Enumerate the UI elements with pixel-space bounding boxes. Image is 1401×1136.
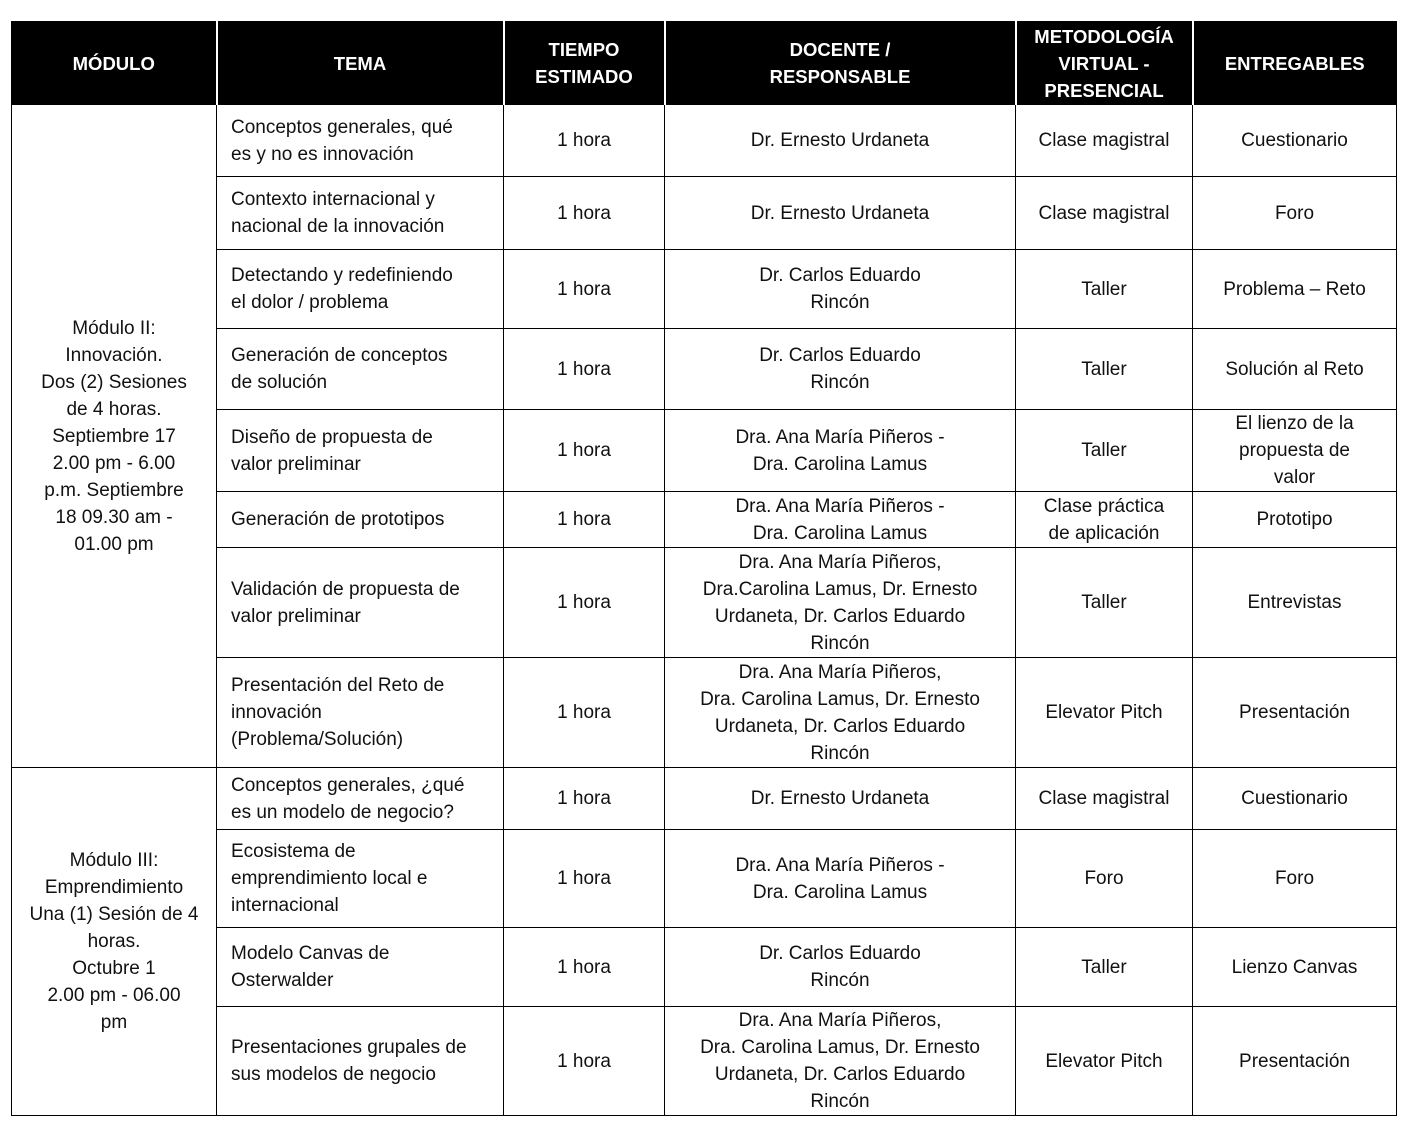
tema-cell: Contexto internacional y nacional de la innovación [217, 177, 504, 250]
entregable-cell: Prototipo [1193, 492, 1397, 548]
tiempo-cell: 1 hora [504, 548, 665, 658]
tiempo-cell: 1 hora [504, 177, 665, 250]
metodologia-cell: Taller [1016, 250, 1193, 329]
tiempo-cell: 1 hora [504, 1007, 665, 1116]
docente-cell: Dr. Ernesto Urdaneta [665, 177, 1016, 250]
tiempo-cell: 1 hora [504, 658, 665, 768]
docente-cell: Dra. Ana María Piñeros, Dra. Carolina Lamus, Dr. Ernesto Urdaneta, Dr. Carlos Eduardo Rincón [665, 1007, 1016, 1116]
entregable-cell: Problema – Reto [1193, 250, 1397, 329]
tema-cell: Conceptos generales, qué es y no es innovación [217, 105, 504, 177]
docente-cell: Dra. Ana María Piñeros - Dra. Carolina Lamus [665, 410, 1016, 492]
tiempo-cell: 1 hora [504, 768, 665, 830]
metodologia-cell: Clase magistral [1016, 177, 1193, 250]
schedule-table [11, 21, 1397, 1116]
table-row [12, 105, 1397, 177]
docente-cell: Dr. Ernesto Urdaneta [665, 105, 1016, 177]
metodologia-cell: Taller [1016, 928, 1193, 1007]
table-row [12, 250, 1397, 329]
tiempo-cell: 1 hora [504, 329, 665, 410]
entregable-cell: Foro [1193, 830, 1397, 928]
docente-cell: Dra. Ana María Piñeros, Dra. Carolina Lamus, Dr. Ernesto Urdaneta, Dr. Carlos Eduardo Rincón [665, 658, 1016, 768]
tiempo-cell: 1 hora [504, 928, 665, 1007]
tiempo-cell: 1 hora [504, 250, 665, 329]
tema-cell: Presentación del Reto de innovación (Problema/Solución) [217, 658, 504, 768]
entregable-cell: El lienzo de la propuesta de valor [1193, 410, 1397, 492]
header-docente: DOCENTE / RESPONSABLE [665, 22, 1016, 105]
entregable-cell: Lienzo Canvas [1193, 928, 1397, 1007]
metodologia-cell: Clase práctica de aplicación [1016, 492, 1193, 548]
header-metodologia: METODOLOGÍA VIRTUAL - PRESENCIAL [1016, 22, 1193, 105]
tiempo-cell: 1 hora [504, 410, 665, 492]
table-row [12, 548, 1397, 658]
tema-cell: Diseño de propuesta de valor preliminar [217, 410, 504, 492]
entregable-cell: Entrevistas [1193, 548, 1397, 658]
tema-cell: Presentaciones grupales de sus modelos de negocio [217, 1007, 504, 1116]
table-header [12, 22, 1397, 105]
header-tema: TEMA [217, 22, 504, 105]
entregable-cell: Presentación [1193, 658, 1397, 768]
header-modulo: MÓDULO [12, 22, 217, 105]
docente-cell: Dra. Ana María Piñeros - Dra. Carolina Lamus [665, 830, 1016, 928]
tema-cell: Modelo Canvas de Osterwalder [217, 928, 504, 1007]
metodologia-cell: Foro [1016, 830, 1193, 928]
metodologia-cell: Elevator Pitch [1016, 658, 1193, 768]
table-row [12, 492, 1397, 548]
docente-cell: Dra. Ana María Piñeros, Dra.Carolina Lamus, Dr. Ernesto Urdaneta, Dr. Carlos Eduardo Rincón [665, 548, 1016, 658]
tiempo-cell: 1 hora [504, 830, 665, 928]
metodologia-cell: Taller [1016, 410, 1193, 492]
docente-cell: Dr. Ernesto Urdaneta [665, 768, 1016, 830]
table-row [12, 1007, 1397, 1116]
table-row [12, 410, 1397, 492]
metodologia-cell: Elevator Pitch [1016, 1007, 1193, 1116]
table-row [12, 658, 1397, 768]
docente-cell: Dra. Ana María Piñeros - Dra. Carolina Lamus [665, 492, 1016, 548]
metodologia-cell: Taller [1016, 548, 1193, 658]
header-row [12, 22, 1397, 105]
metodologia-cell: Clase magistral [1016, 105, 1193, 177]
tiempo-cell: 1 hora [504, 105, 665, 177]
table-row [12, 329, 1397, 410]
entregable-cell: Presentación [1193, 1007, 1397, 1116]
table-row [12, 768, 1397, 830]
table-row [12, 830, 1397, 928]
tema-cell: Generación de prototipos [217, 492, 504, 548]
table-row [12, 928, 1397, 1007]
entregable-cell: Cuestionario [1193, 105, 1397, 177]
module-cell: Módulo III: Emprendimiento Una (1) Sesión de 4 horas. Octubre 1 2.00 pm - 06.00 pm [12, 768, 217, 1116]
header-entregables: ENTREGABLES [1193, 22, 1397, 105]
entregable-cell: Solución al Reto [1193, 329, 1397, 410]
metodologia-cell: Taller [1016, 329, 1193, 410]
docente-cell: Dr. Carlos Eduardo Rincón [665, 329, 1016, 410]
tema-cell: Detectando y redefiniendo el dolor / problema [217, 250, 504, 329]
entregable-cell: Cuestionario [1193, 768, 1397, 830]
docente-cell: Dr. Carlos Eduardo Rincón [665, 250, 1016, 329]
tema-cell: Generación de conceptos de solución [217, 329, 504, 410]
tiempo-cell: 1 hora [504, 492, 665, 548]
module-cell: Módulo II: Innovación. Dos (2) Sesiones de 4 horas. Septiembre 17 2.00 pm - 6.00 p.m. Septiembre 18 09.30 am - 01.00 pm [12, 105, 217, 768]
table-body [12, 105, 1397, 1116]
tema-cell: Validación de propuesta de valor preliminar [217, 548, 504, 658]
metodologia-cell: Clase magistral [1016, 768, 1193, 830]
table-row [12, 177, 1397, 250]
header-tiempo: TIEMPO ESTIMADO [504, 22, 665, 105]
tema-cell: Ecosistema de emprendimiento local e internacional [217, 830, 504, 928]
tema-cell: Conceptos generales, ¿qué es un modelo de negocio? [217, 768, 504, 830]
entregable-cell: Foro [1193, 177, 1397, 250]
docente-cell: Dr. Carlos Eduardo Rincón [665, 928, 1016, 1007]
